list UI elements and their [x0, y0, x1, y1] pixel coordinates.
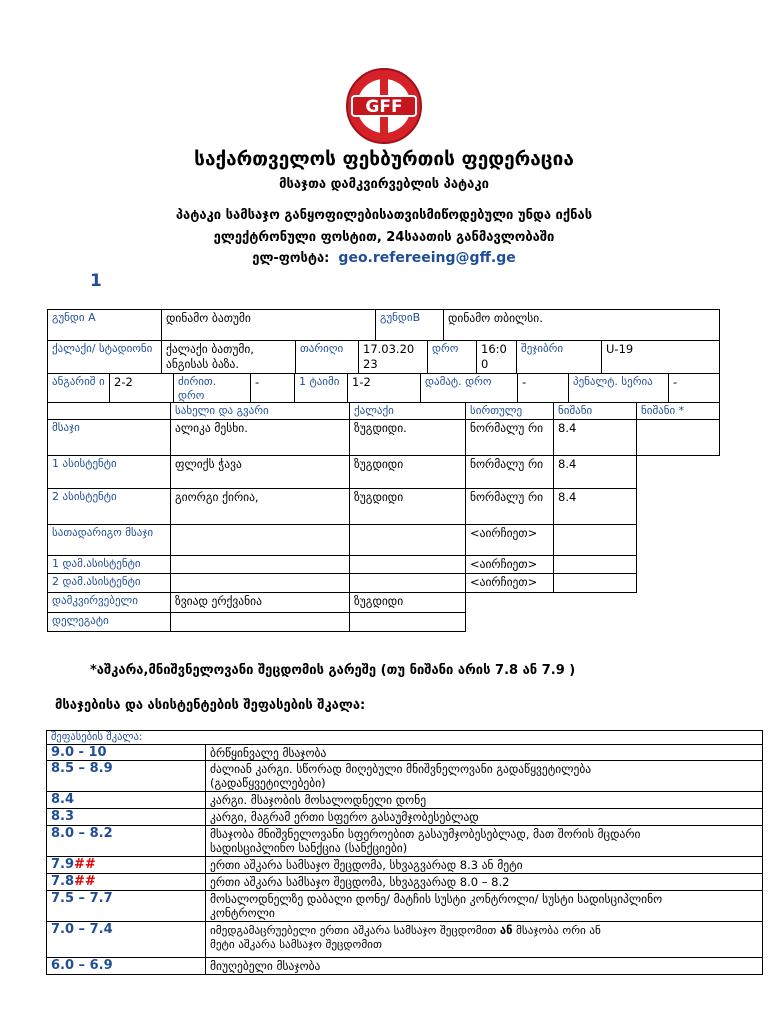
scale-range: 8.3	[46, 808, 206, 826]
role-delegate: დელეგატი	[47, 612, 171, 632]
scale-description: მსაჯობა მნიშვნელოვანი სფეროებით გასაუმჯობესებლად, მათ შორის მცდარი სადისციპლინო სანქცია (სანქციები)	[205, 825, 763, 857]
date-label: თარიღი	[295, 340, 359, 374]
team-b-label: გუნდიB	[375, 309, 444, 341]
city-value: ქალაქი ბათუმი, ანგისას ბაზა.	[161, 340, 296, 374]
additional-assistant-1-difficulty-select[interactable]: <აირჩიეთ>	[465, 555, 554, 574]
team-b-value: დინამო თბილსი.	[443, 309, 720, 341]
referee-city: ზუგდიდი.	[349, 419, 466, 456]
scale-mark: ##	[74, 857, 96, 872]
extra-time-value: -	[517, 373, 569, 403]
additional-assistant-1-city	[349, 555, 466, 574]
header-difficulty: სირთულე	[465, 402, 554, 420]
result-label: ანგარიშ ი	[47, 373, 110, 403]
scale-range: 8.4	[46, 791, 206, 809]
assistant-2-difficulty: ნორმალუ რი	[465, 488, 554, 525]
team-a-label: გუნდი A	[47, 309, 162, 341]
scale-range: 7.5 – 7.7	[46, 890, 206, 922]
league-value: U-19	[601, 340, 720, 374]
team-a-value: დინამო ბათუმი	[161, 309, 376, 341]
email-label: ელ-ფოსტა:	[252, 251, 330, 266]
scale-range: 8.5 – 8.9	[46, 760, 206, 792]
regular-time-value: -	[250, 373, 295, 403]
scale-range: 7.9##	[46, 856, 206, 874]
scale-range: 7.0 – 7.4	[46, 921, 206, 958]
additional-assistant-2-difficulty-select[interactable]: <აირჩიეთ>	[465, 573, 554, 593]
header-mark: ნიშანი	[553, 402, 637, 420]
first-half-value: 1-2	[347, 373, 421, 403]
header-city: ქალაქი	[349, 402, 466, 420]
assistant-1-name: ფლიქს ჭავა	[170, 455, 350, 489]
role-additional-assistant-1: 1 დამ.ასისტენტი	[47, 555, 171, 574]
delegate-city	[349, 612, 466, 632]
role-additional-assistant-2: 2 დამ.ასისტენტი	[47, 573, 171, 593]
scale-description: ძალიან კარგი. სწორად მიღებული მნიშვნელოვანი გადაწყვეტილება (გადაწყვეტილებები)	[205, 760, 763, 792]
city-label: ქალაქი/ სტადიონი	[47, 340, 162, 374]
scale-range: 7.8##	[46, 873, 206, 891]
assistant-1-city: ზუგდიდი	[349, 455, 466, 489]
regular-time-label: ძირით. დრო	[173, 373, 251, 403]
reserve-referee-difficulty-select[interactable]: <აირჩიეთ>	[465, 524, 554, 556]
penalty-value: -	[668, 373, 720, 403]
scale-description: ბრწყინვალე მსაჯობა	[205, 744, 763, 761]
extra-time-label: დამატ. დრო	[420, 373, 518, 403]
role-reserve-referee: სათადარიგო მსაჯი	[47, 524, 171, 556]
scale-range: 8.0 – 8.2	[46, 825, 206, 857]
referee-name: ალიკა მესხი.	[170, 419, 350, 456]
report-number: 1	[90, 271, 102, 291]
observer-city: ზუგდიდი	[349, 592, 466, 613]
first-half-label: 1 ტაიმი	[294, 373, 348, 403]
penalty-label: პენალტ. სერია	[568, 373, 669, 403]
scale-description: იმედგამაცრუებელი ერთი აშკარა სამსაჯო შეცდომით ან მსაჯობა ორი ან მეტი აშკარა სამსაჯო შეცდომით	[205, 921, 763, 958]
additional-assistant-2-name	[170, 573, 350, 593]
header-name: სახელი და გვარი	[170, 402, 350, 420]
assistant-2-city: ზუგდიდი	[349, 488, 466, 525]
reserve-referee-city	[349, 524, 466, 556]
scale-range: 9.0 - 10	[46, 744, 206, 761]
scale-description: მოსალოდნელზე დაბალი დონე/ მატჩის სუსტი კონტროლი/ სუსტი სადისციპლინო კონტროლი	[205, 890, 763, 922]
assistant-2-mark: 8.4	[553, 488, 637, 525]
reserve-referee-name	[170, 524, 350, 556]
mark-note: *აშკარა,მნიშვნელოვანი შეცდომის გარეშე (თუ ნიშანი არის 7.8 ან 7.9 )	[90, 663, 576, 678]
assistant-1-mark: 8.4	[553, 455, 637, 489]
officials-header-role	[47, 402, 171, 420]
email-link[interactable]: geo.refereeing@gff.ge	[338, 250, 516, 266]
header-mark-star: ნიშანი *	[636, 402, 720, 420]
additional-assistant-1-name	[170, 555, 350, 574]
scale-description: კარგი, მაგრამ ერთი სფერო გასაუმჯობესებლად	[205, 808, 763, 826]
reserve-referee-mark	[553, 524, 637, 556]
instruction-line-1: პატაკი სამსაჯო განყოფილებისათვისმიწოდებული უნდა იქნას	[175, 208, 593, 223]
delegate-name	[170, 612, 350, 632]
role-assistant-2: 2 ასისტენტი	[47, 488, 171, 525]
instruction-line-2: ელექტრონული ფოსტით, 24საათის განმავლობაში	[213, 230, 555, 245]
scale-description: ერთი აშკარა სამსაჯო შეცდომა, სხვაგვარად 8.3 ან მეტი	[205, 856, 763, 874]
federation-title: საქართველოს ფეხბურთის ფედერაცია	[194, 148, 574, 170]
additional-assistant-2-city	[349, 573, 466, 593]
role-referee: მსაჯი	[47, 419, 171, 456]
scale-description: კარგი. მსაჯობის მოსალოდნელი დონე	[205, 791, 763, 809]
role-assistant-1: 1 ასისტენტი	[47, 455, 171, 489]
observer-name: ზვიად ერქვანია	[170, 592, 350, 613]
scale-title: მსაჯებისა და ასისტენტების შეფასების შკალა:	[55, 698, 366, 713]
time-value: 16:0 0	[476, 340, 517, 374]
logo-text: GFF	[365, 97, 403, 117]
referee-mark: 8.4	[553, 419, 637, 456]
scale-mark: ##	[74, 874, 96, 889]
additional-assistant-1-mark	[553, 555, 637, 574]
result-value: 2-2	[109, 373, 174, 403]
email-line	[0, 250, 768, 266]
additional-assistant-2-mark	[553, 573, 637, 593]
scale-description: ერთი აშკარა სამსაჯო შეცდომა, სხვაგვარად 8.0 – 8.2	[205, 873, 763, 891]
scale-header: შეფასების შკალა:	[46, 730, 763, 745]
scale-range: 6.0 – 6.9	[46, 957, 206, 975]
report-subtitle: მსაჯთა დამკვირვებლის პატაკი	[279, 177, 489, 192]
referee-mark-star	[636, 419, 720, 456]
scale-description: მიუღებელი მსაჯობა	[205, 957, 763, 975]
time-label: დრო	[427, 340, 477, 374]
assistant-1-difficulty: ნორმალუ რი	[465, 455, 554, 489]
assistant-2-name: გიორგი ქირია,	[170, 488, 350, 525]
league-label: შეჯიბრი	[516, 340, 602, 374]
gff-logo	[345, 67, 423, 145]
date-value: 17.03.20 23	[358, 340, 428, 374]
role-observer: დამკვირვებელი	[47, 592, 171, 613]
referee-difficulty: ნორმალუ რი	[465, 419, 554, 456]
